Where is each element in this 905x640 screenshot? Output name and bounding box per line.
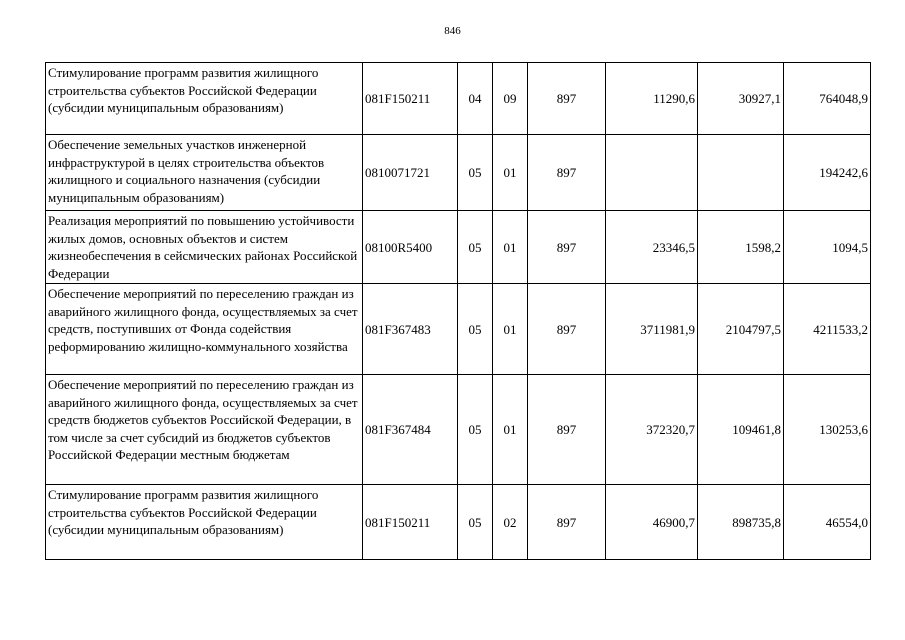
row-vr: 897: [528, 211, 606, 284]
row-description: Стимулирование программ развития жилищного строительства субъектов Российской Федерации (субсидии муниципальным образованиям): [46, 63, 363, 135]
table-row: [46, 63, 871, 135]
row-amount-1: [606, 135, 698, 211]
row-subsection: 02: [493, 485, 528, 560]
row-vr: 897: [528, 284, 606, 375]
table-row: [46, 211, 871, 284]
budget-table: [45, 62, 871, 560]
row-description: Обеспечение мероприятий по переселению граждан из аварийного жилищного фонда, осуществляемых за счет средств бюджетов субъектов Российской Федерации, в том числе за счет субсидий из бюджетов субъектов Российской Федерации местным бюджетам: [46, 375, 363, 485]
row-amount-2: 2104797,5: [698, 284, 784, 375]
table-row: [46, 284, 871, 375]
row-section: 05: [458, 485, 493, 560]
row-subsection: 01: [493, 135, 528, 211]
row-vr: 897: [528, 375, 606, 485]
row-description: Обеспечение земельных участков инженерной инфраструктурой в целях строительства объектов жилищного и социального назначения (субсидии муниципальным образованиям): [46, 135, 363, 211]
row-section: 04: [458, 63, 493, 135]
row-subsection: 01: [493, 211, 528, 284]
row-amount-3: 764048,9: [784, 63, 871, 135]
row-vr: 897: [528, 63, 606, 135]
row-section: 05: [458, 375, 493, 485]
row-code: 081F367483: [363, 284, 458, 375]
row-description: Обеспечение мероприятий по переселению граждан из аварийного жилищного фонда, осуществляемых за счет средств, поступивших от Фонда содействия реформированию жилищно-коммунального хозяйства: [46, 284, 363, 375]
row-amount-1: 3711981,9: [606, 284, 698, 375]
row-vr: 897: [528, 135, 606, 211]
row-description: Стимулирование программ развития жилищного строительства субъектов Российской Федерации (субсидии муниципальным образованиям): [46, 485, 363, 560]
row-subsection: 09: [493, 63, 528, 135]
row-description: Реализация мероприятий по повышению устойчивости жилых домов, основных объектов и систем жизнеобеспечения в сейсмических районах Российской Федерации: [46, 211, 363, 284]
row-section: 05: [458, 135, 493, 211]
row-code: 081F150211: [363, 63, 458, 135]
row-amount-2: [698, 135, 784, 211]
row-amount-1: 11290,6: [606, 63, 698, 135]
row-amount-1: 23346,5: [606, 211, 698, 284]
row-code: 08100R5400: [363, 211, 458, 284]
row-amount-2: 30927,1: [698, 63, 784, 135]
page-number: 846: [444, 25, 461, 37]
table-row: [46, 375, 871, 485]
table-row: [46, 485, 871, 560]
row-amount-1: 46900,7: [606, 485, 698, 560]
row-section: 05: [458, 211, 493, 284]
row-amount-1: 372320,7: [606, 375, 698, 485]
row-amount-3: 130253,6: [784, 375, 871, 485]
row-code: 081F150211: [363, 485, 458, 560]
row-amount-3: 46554,0: [784, 485, 871, 560]
row-vr: 897: [528, 485, 606, 560]
row-section: 05: [458, 284, 493, 375]
row-amount-3: 194242,6: [784, 135, 871, 211]
row-amount-2: 898735,8: [698, 485, 784, 560]
row-subsection: 01: [493, 284, 528, 375]
row-subsection: 01: [493, 375, 528, 485]
row-amount-2: 109461,8: [698, 375, 784, 485]
row-code: 0810071721: [363, 135, 458, 211]
row-amount-3: 1094,5: [784, 211, 871, 284]
table-row: [46, 135, 871, 211]
row-amount-3: 4211533,2: [784, 284, 871, 375]
row-amount-2: 1598,2: [698, 211, 784, 284]
row-code: 081F367484: [363, 375, 458, 485]
